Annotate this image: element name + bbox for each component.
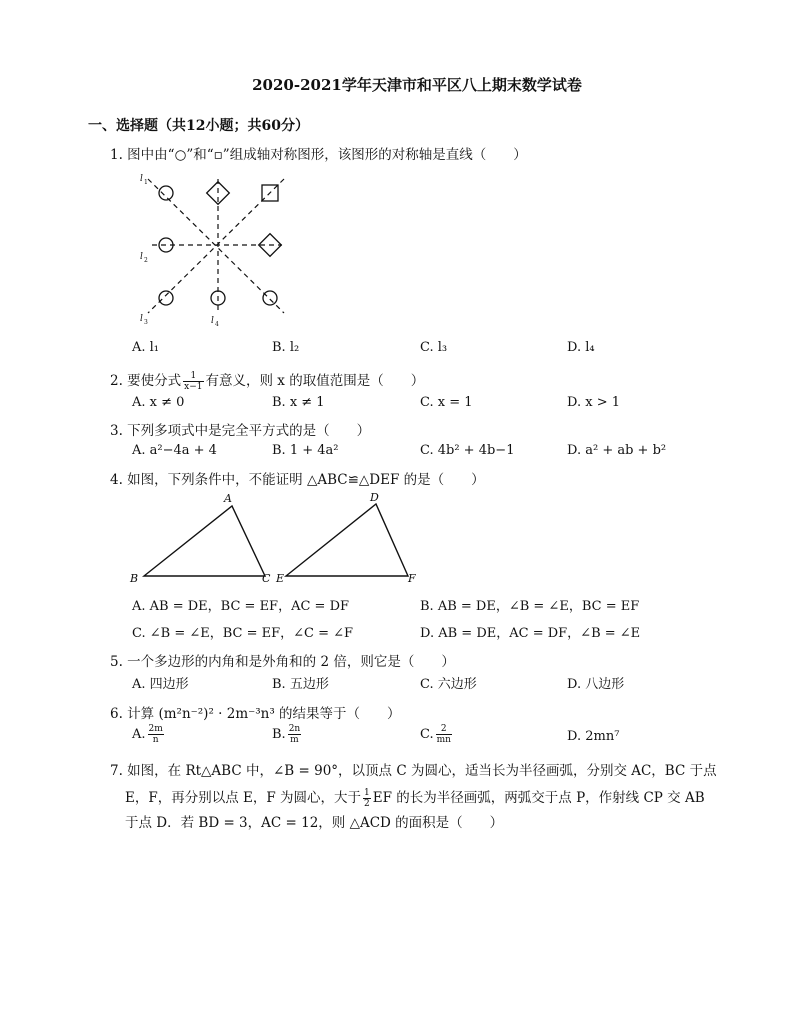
q7-frac-den: 2	[364, 799, 370, 809]
question-1-stem: 1. 图中由“○”和“▫”组成轴对称图形，该图形的对称轴是直线（ ）	[110, 147, 527, 163]
point-f-label: F	[408, 572, 416, 585]
q2-stem-post: 有意义，则 x 的取值范围是（ ）	[205, 373, 425, 389]
label-l2-sub: 2	[144, 257, 148, 264]
label-l2: l	[140, 252, 143, 262]
q2-fraction	[183, 371, 203, 392]
circle-shape	[159, 291, 173, 305]
triangle-abc	[144, 506, 265, 576]
q6-b-den: m	[290, 735, 299, 745]
q4-option-b: B. AB = DE，∠B = ∠E，BC = EF	[420, 599, 640, 614]
q6-b-num: 2n	[288, 724, 301, 734]
point-a-label: A	[224, 492, 232, 505]
label-l1-sub: 1	[144, 179, 148, 186]
label-l4-sub: 4	[215, 321, 219, 328]
q6-option-c-label: C.	[420, 727, 434, 742]
label-l4: l	[211, 316, 214, 326]
circle-shape	[159, 186, 173, 200]
triangle-def	[286, 504, 408, 576]
q6-option-d: D. 2mn⁷	[567, 729, 620, 744]
q6-option-a-fraction	[148, 724, 164, 745]
q2-option-a: A. x ≠ 0	[132, 395, 185, 410]
q6-a-num: 2m	[148, 724, 163, 734]
q7-line2-pre: E，F，再分别以点 E，F 为圆心，大于	[125, 790, 362, 806]
q6-option-c-fraction	[436, 724, 452, 745]
q6-c-num: 2	[436, 724, 452, 735]
q2-frac-num: 1	[183, 371, 203, 382]
q2-option-b: B. x ≠ 1	[272, 395, 325, 410]
question-3-stem: 3. 下列多项式中是完全平方式的是（ ）	[110, 423, 371, 439]
q1-symmetry-figure	[130, 165, 300, 330]
q6-option-c	[420, 724, 454, 745]
point-d-label: D	[370, 491, 379, 504]
question-2-stem	[110, 369, 424, 392]
q1-option-d: D. l₄	[567, 340, 595, 355]
question-7-line-3: 于点 D．若 BD = 3，AC = 12，则 △ACD 的面积是（ ）	[125, 815, 504, 831]
q6-c-den: mn	[436, 735, 451, 745]
q7-line2-post: EF 的长为半径画弧，两弧交于点 P，作射线 CP 交 AB	[372, 790, 705, 806]
section-heading: 一、选择题（共12小题；共60分）	[88, 118, 309, 134]
q6-option-b-label: B.	[272, 727, 286, 742]
q4-option-d: D. AB = DE，AC = DF，∠B = ∠E	[420, 626, 641, 641]
q2-stem-pre: 2. 要使分式	[110, 373, 182, 389]
q6-a-den: n	[152, 735, 159, 745]
question-5-stem: 5. 一个多边形的内角和是外角和的 2 倍，则它是（ ）	[110, 654, 455, 670]
q6-option-b	[272, 724, 303, 745]
q6-option-a-label: A.	[132, 727, 146, 742]
point-e-label: E	[276, 572, 285, 585]
q4-option-c: C. ∠B = ∠E，BC = EF，∠C = ∠F	[132, 626, 354, 641]
label-l3-sub: 3	[144, 319, 148, 326]
q5-option-b: B. 五边形	[272, 677, 329, 692]
question-6-stem: 6. 计算 (m²n⁻²)² · 2m⁻³n³ 的结果等于（ ）	[110, 706, 401, 722]
q1-option-b: B. l₂	[272, 340, 300, 355]
point-b-label: B	[130, 572, 139, 585]
point-c-label: C	[262, 572, 271, 585]
q6-option-a	[132, 724, 166, 745]
q2-frac-den: x−1	[184, 382, 203, 392]
circle-shape	[263, 291, 277, 305]
q2-option-d: D. x > 1	[567, 395, 620, 410]
q4-option-a: A. AB = DE，BC = EF，AC = DF	[132, 599, 350, 614]
q4-triangles-figure	[120, 488, 430, 588]
q1-option-c: C. l₃	[420, 340, 448, 355]
q3-option-c: C. 4b² + 4b−1	[420, 443, 515, 458]
question-4-stem: 4. 如图，下列条件中，不能证明 △ABC≌△DEF 的是（ ）	[110, 472, 485, 488]
q3-option-d: D. a² + ab + b²	[567, 443, 667, 458]
page-title: 2020-2021学年天津市和平区八上期末数学试卷	[252, 76, 582, 94]
question-7-line-1: 7. 如图，在 Rt△ABC 中，∠B = 90°，以顶点 C 为圆心，适当长为半径画弧，分别交 AC，BC 于点	[110, 763, 717, 779]
q6-option-b-fraction	[288, 724, 302, 745]
q5-option-d: D. 八边形	[567, 677, 625, 692]
label-l1: l	[140, 174, 143, 184]
q7-frac-num: 1	[364, 788, 370, 798]
q5-option-c: C. 六边形	[420, 677, 477, 692]
question-7-line-2	[125, 786, 705, 809]
q3-option-b: B. 1 + 4a²	[272, 443, 339, 458]
q5-option-a: A. 四边形	[132, 677, 189, 692]
label-l3: l	[140, 314, 143, 324]
q3-option-a: A. a²−4a + 4	[132, 443, 217, 458]
q7-half-fraction	[363, 788, 371, 809]
q1-option-a: A. l₁	[132, 340, 160, 355]
q2-option-c: C. x = 1	[420, 395, 473, 410]
